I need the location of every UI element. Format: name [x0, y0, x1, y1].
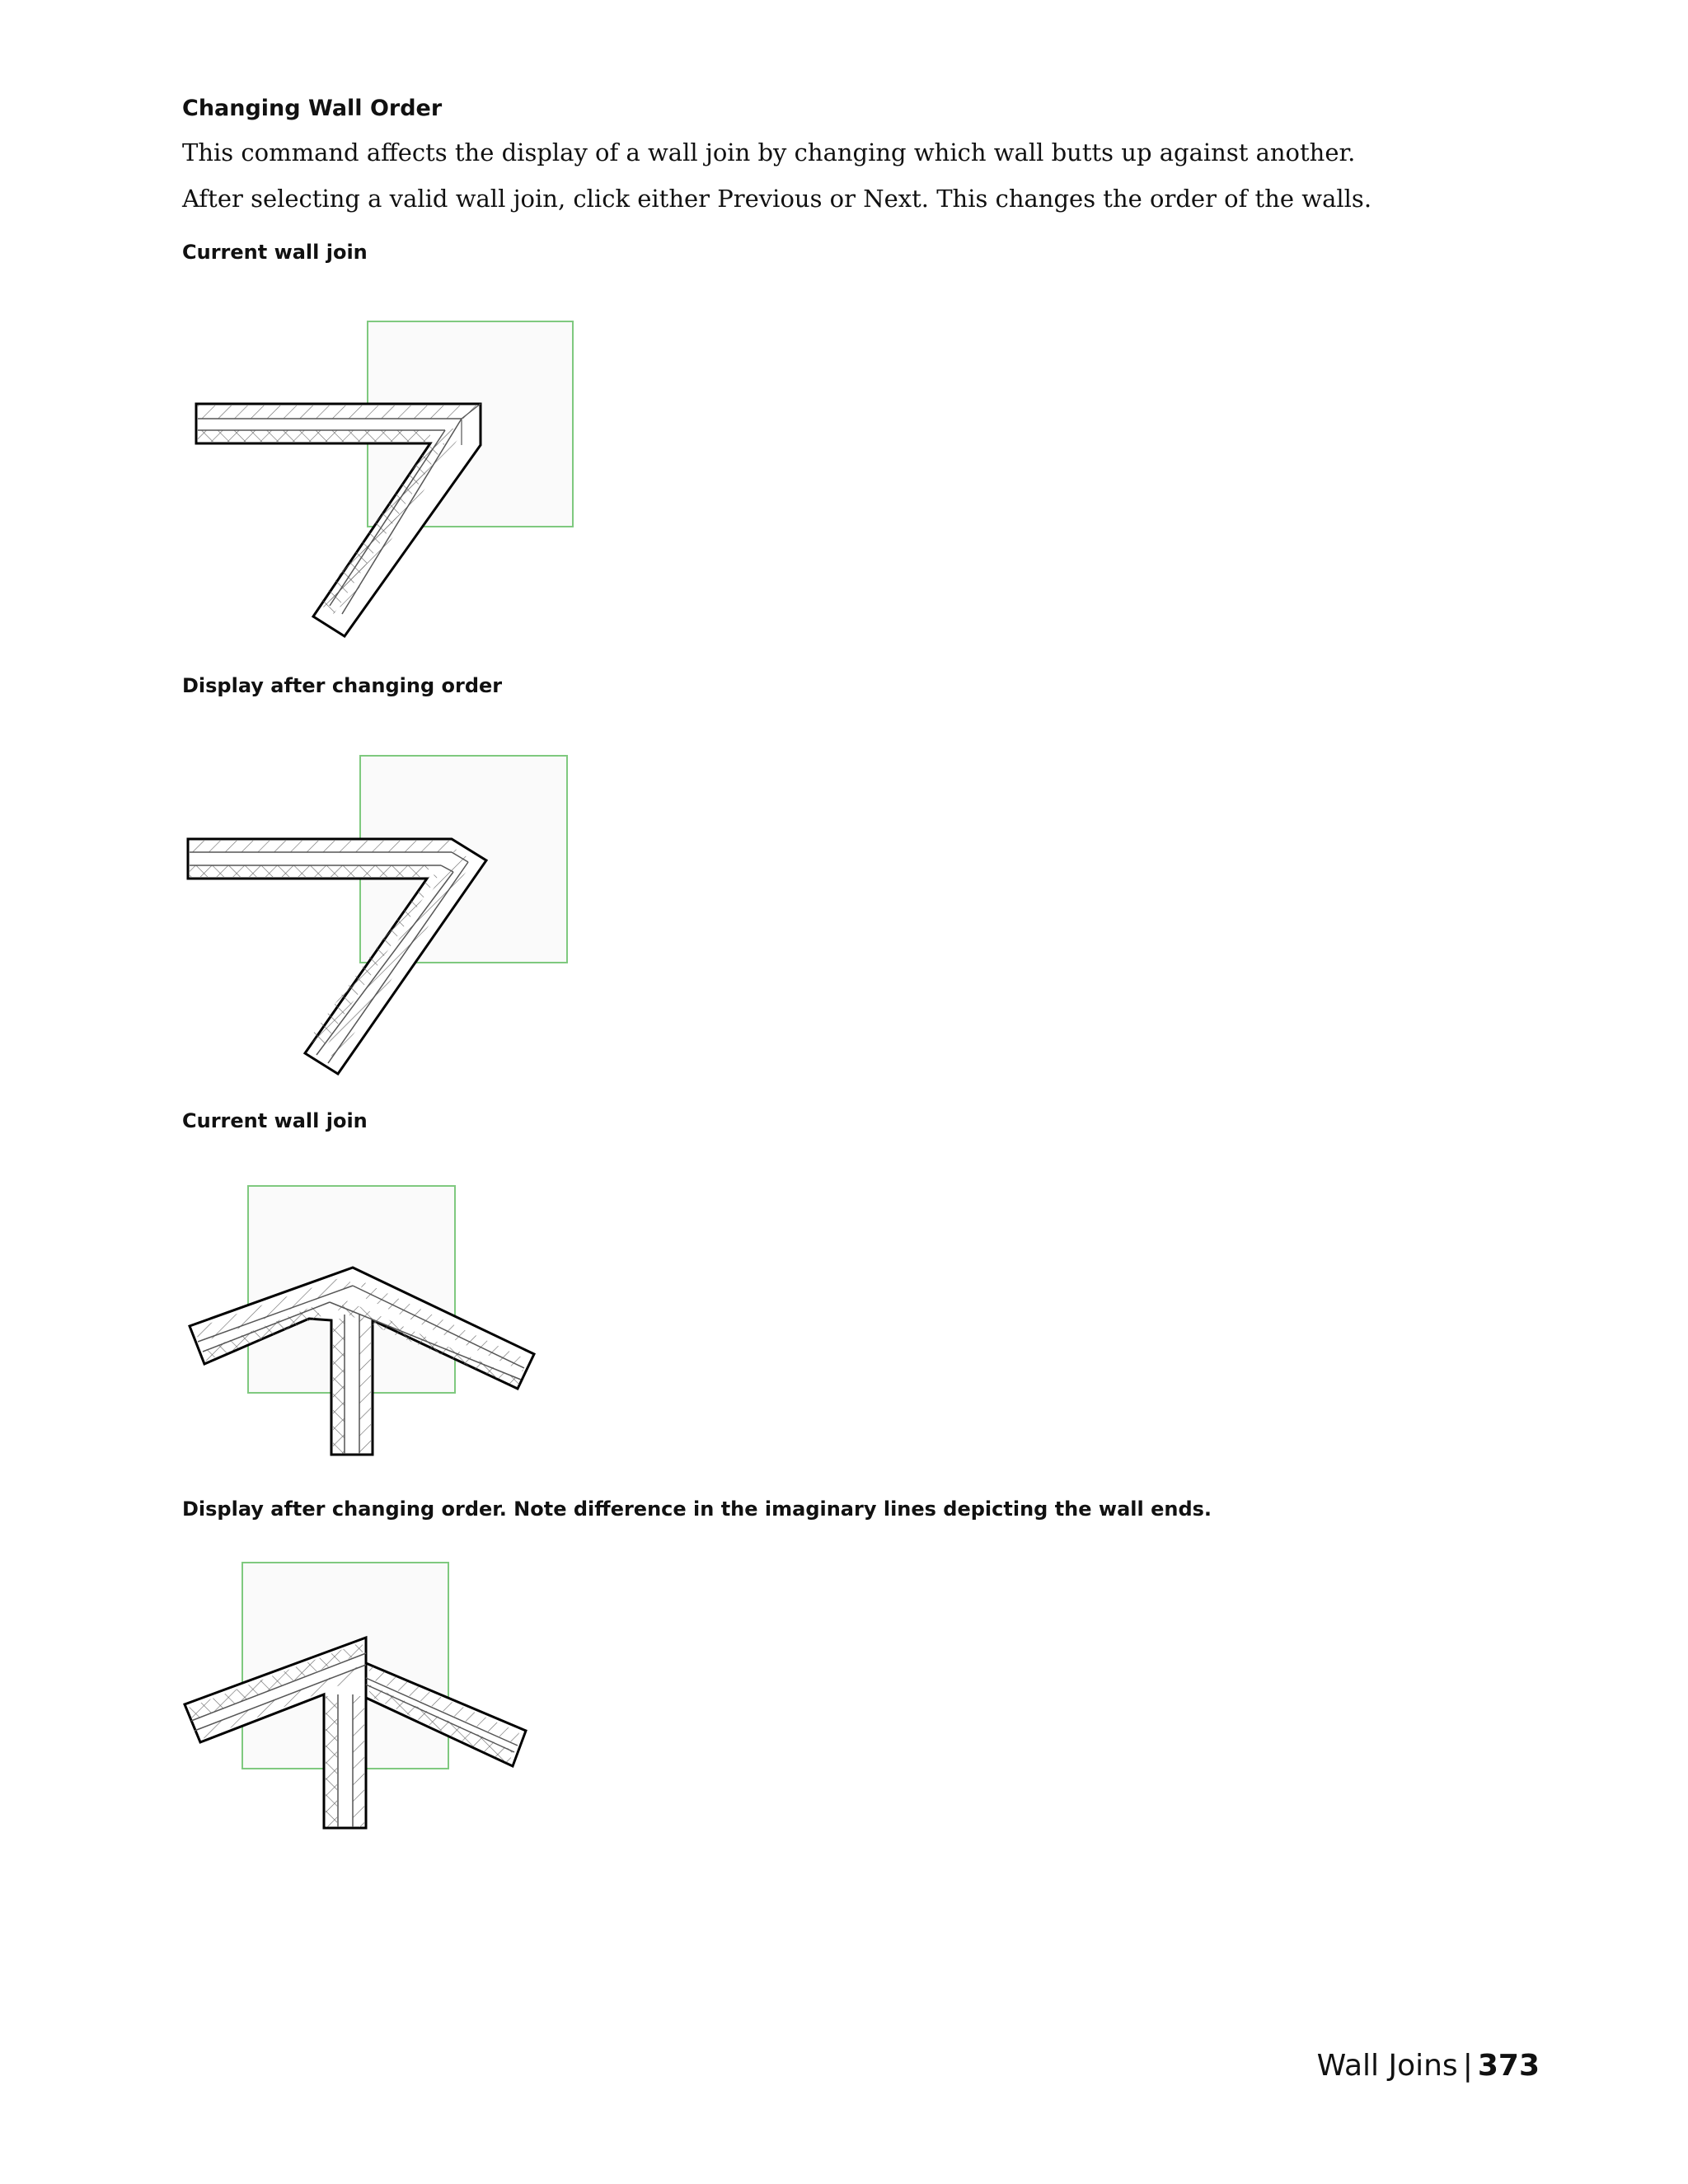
figure-4-caption: Display after changing order. Note difference in the imaginary lines depicting the wall ends. [182, 1497, 1212, 1521]
figure-3-caption: Current wall join [182, 1109, 368, 1132]
paragraph-1: This command affects the display of a wall join by changing which wall butts up against another. [182, 138, 1356, 166]
figure-1-caption: Current wall join [182, 241, 368, 264]
page-footer [1317, 2049, 1540, 2083]
footer-separator: | [1462, 2049, 1473, 2083]
figure-4-wall-join-diagram [165, 1549, 560, 1846]
section-heading: Changing Wall Order [182, 96, 443, 121]
paragraph-2: After selecting a valid wall join, click either Previous or Next. This changes the order of the walls. [182, 185, 1372, 213]
page-number: 373 [1477, 2049, 1540, 2083]
figure-2-caption: Display after changing order [182, 674, 503, 697]
figure-1-wall-join-diagram [165, 305, 593, 651]
footer-section-title: Wall Joins [1316, 2049, 1458, 2083]
figure-2-wall-join-diagram [165, 742, 593, 1088]
figure-3-wall-join-diagram [165, 1170, 560, 1467]
